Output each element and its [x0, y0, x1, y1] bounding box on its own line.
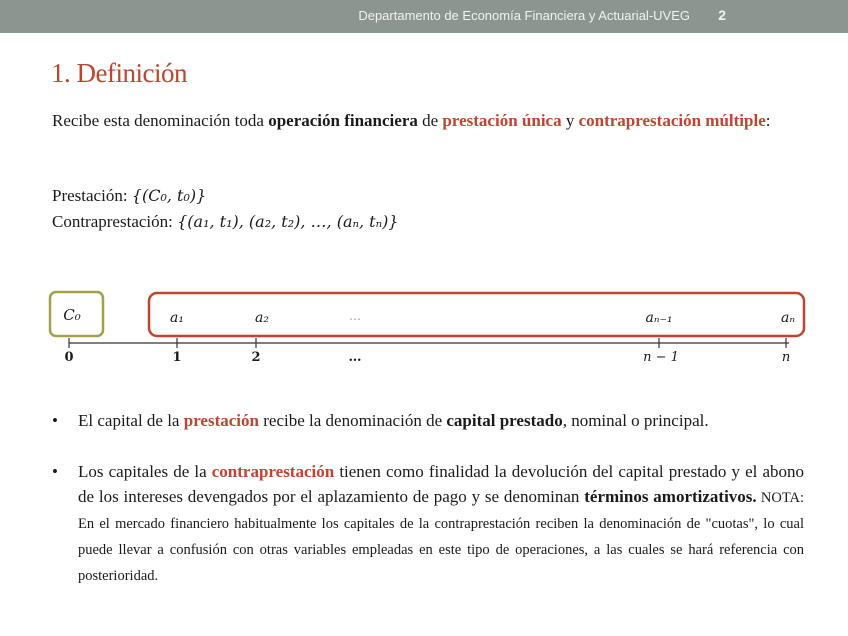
intro-bold-operation: operación financiera: [268, 111, 418, 130]
bullet2-bold-terminos: términos amortizativos.: [584, 487, 757, 506]
tick-label-1: 1: [172, 350, 182, 365]
intro-text-2: de: [417, 111, 443, 130]
tick-label-n: n: [781, 350, 791, 365]
header-bar: [0, 0, 848, 33]
tick-label-ellipsis: …: [348, 350, 362, 365]
amount-an: aₙ: [780, 310, 796, 326]
bullet-icon: •: [52, 411, 58, 430]
bullet-list: [52, 408, 804, 614]
tick-label-0: 0: [64, 350, 74, 365]
contraprestacion-label: Contraprestación:: [52, 212, 173, 231]
bullet1-text-2: recibe la denominación de: [258, 411, 447, 430]
bullet1-highlight-prestacion: prestación: [183, 411, 259, 430]
bullet1-text-1: El capital de la: [78, 411, 184, 430]
amounts-box: [149, 293, 804, 336]
contraprestacion-formula: [52, 212, 398, 232]
intro-text-3: y: [561, 111, 579, 130]
page-number: 2: [718, 7, 726, 23]
bullet2-note: NOTA: En el mercado financiero habitualmente los capitales de la contraprestación reciben la denominación de "cuotas", lo cual puede llevar a confusión con otras variables empleadas en este tipo de operaciones, a las cuales se hará referencia con posterioridad.: [78, 490, 805, 584]
bullet-item-contraprestacion: [52, 459, 804, 588]
intro-paragraph: [52, 108, 804, 134]
amount-ellipsis: …: [349, 309, 361, 323]
bullet2-text-1: Los capitales de la: [78, 462, 212, 481]
page-title: 1. Definición: [51, 58, 187, 88]
capital-label: C₀: [63, 306, 81, 324]
bullet2-text-2: tienen como finalidad la devolución del capital prestado y el abono de los intereses devengados por el aplazamiento de pago y se denominan: [78, 462, 804, 506]
contraprestacion-expression: {(a₁, t₁), (a₂, t₂), …, (aₙ, tₙ)}: [177, 212, 399, 231]
prestacion-expression: {(C₀, t₀)}: [131, 186, 207, 205]
timeline-diagram: [0, 285, 848, 370]
department-name: Departamento de Economía Financiera y Actuarial-UVEG: [358, 8, 690, 23]
amount-an-1: aₙ₋₁: [645, 310, 673, 326]
intro-highlight-prestacion-unica: prestación única: [442, 111, 562, 130]
intro-text-4: :: [765, 111, 771, 130]
intro-highlight-contraprestacion-multiple: contraprestación múltiple: [578, 111, 766, 130]
amount-a2: a₂: [255, 310, 269, 326]
bullet1-bold-capital-prestado: capital prestado: [446, 411, 563, 430]
bullet2-highlight-contraprestacion: contraprestación: [211, 462, 335, 481]
amount-a1: a₁: [170, 310, 184, 326]
tick-label-n-1: n − 1: [643, 350, 679, 365]
intro-text-1: Recibe esta denominación toda: [52, 111, 269, 130]
bullet1-text-3: , nominal o principal.: [562, 411, 709, 430]
tick-label-2: 2: [251, 350, 261, 365]
bullet-icon: •: [52, 462, 58, 481]
bullet-item-prestacion: [52, 408, 804, 433]
prestacion-formula: [52, 186, 206, 206]
prestacion-label: Prestación:: [52, 186, 128, 205]
